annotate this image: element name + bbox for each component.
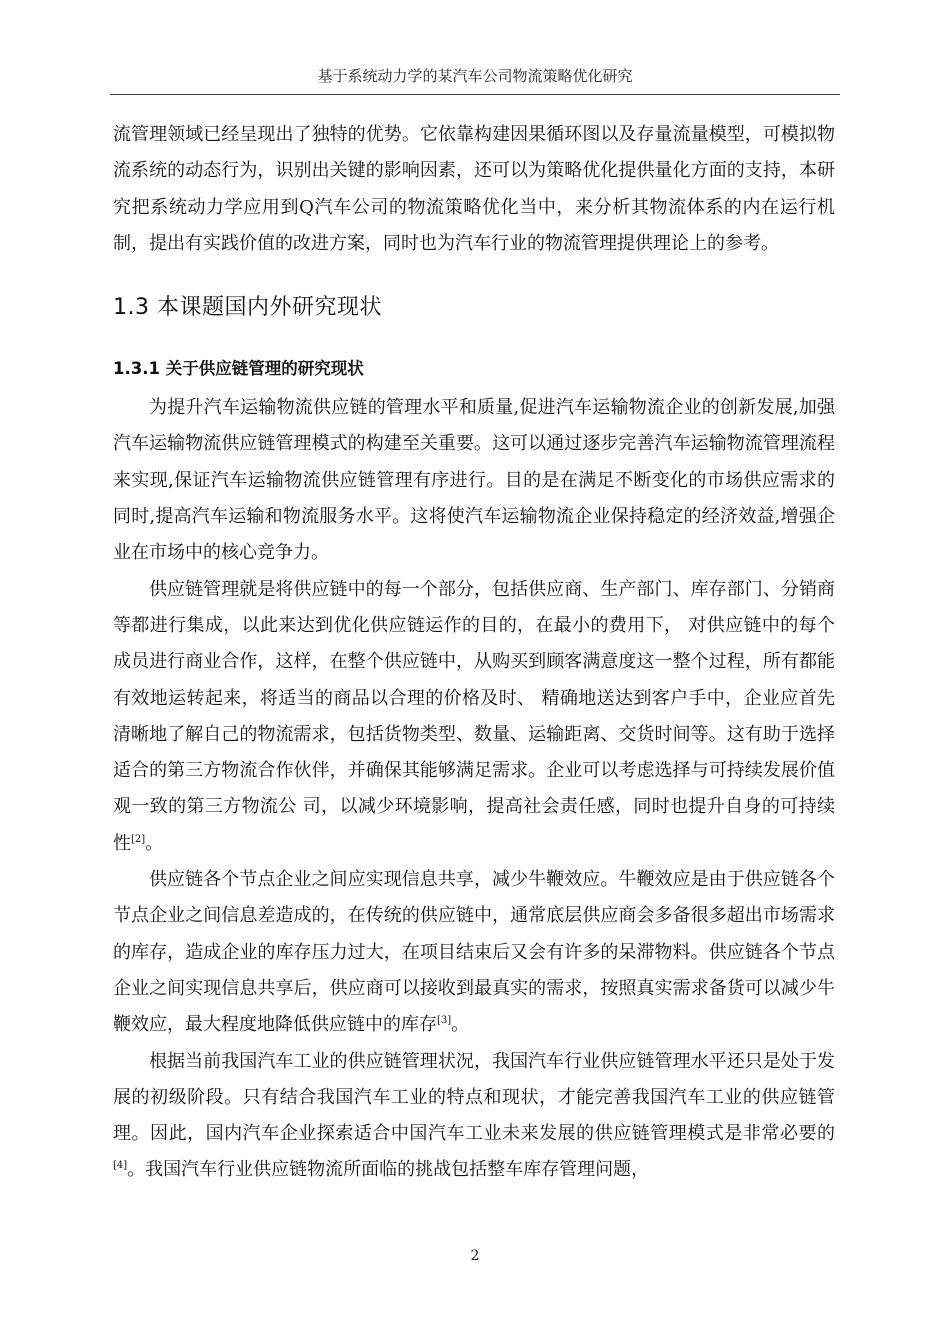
header-divider	[110, 94, 840, 95]
paragraph-3	[113, 862, 835, 1043]
page-number: 2	[470, 1248, 480, 1264]
citation-3[interactable]: [3]	[437, 1015, 452, 1027]
intro-paragraph: 流管理领域已经呈现出了独特的优势。它依靠构建因果循环图以及存量流量模型，可模拟物流系统的动态行为，识别出关键的影响因素，还可以为策略优化提供量化方面的支持，本研究把系统动力学应用到Q汽车公司的物流策略优化当中，来分析其物流体系的内在运行机制，提出有实践价值的改进方案，同时也为汽车行业的物流管理提供理论上的参考。	[113, 124, 835, 254]
paragraph-3-end: 。	[451, 1014, 470, 1036]
paragraph-3-text: 供应链各个节点企业之间应实现信息共享，减少牛鞭效应。牛鞭效应是由于供应链各个节点企业之间信息差造成的，在传统的供应链中，通常底层供应商会多备很多超出市场需求的库存，造成企业的库存压力过大，在项目结束后又会有许多的呆滞物料。供应链各个节点企业之间实现信息共享后，供应商可以接收到最真实的需求，按照真实需求备货可以减少牛鞭效应，最大程度地降低供应链中的库存	[113, 869, 835, 1036]
running-header: 基于系统动力学的某汽车公司物流策略优化研究	[317, 67, 633, 85]
paragraph-2-end: 。	[145, 832, 164, 854]
citation-2[interactable]: [2]	[131, 833, 146, 845]
paragraph-4-text: 根据当前我国汽车工业的供应链管理状况，我国汽车行业供应链管理水平还只是处于发展的初级阶段。只有结合我国汽车工业的特点和现状，才能完善我国汽车工业的供应链管理。因此，国内汽车企业探索适合中国汽车工业未来发展的供应链管理模式是非常必要的	[113, 1050, 835, 1145]
paragraph-1: 为提升汽车运输物流供应链的管理水平和质量,促进汽车运输物流企业的创新发展,加强汽车运输物流供应链管理模式的构建至关重要。这可以通过逐步完善汽车运输物流管理流程来实现,保证汽车运输物流供应链管理有序进行。目的是在满足不断变化的市场供应需求的同时,提高汽车运输和物流服务水平。这将使汽车运输物流企业保持稳定的经济效益,增强企业在市场中的核心竞争力。	[113, 397, 835, 564]
section-heading: 1.3 本课题国内外研究现状	[113, 295, 382, 321]
paragraph-4-end: 。我国汽车行业供应链物流所面临的挑战包括整车库存管理问题，	[127, 1159, 650, 1181]
subsection-heading: 1.3.1 关于供应链管理的研究现状	[113, 359, 364, 379]
paragraph-2-text: 供应链管理就是将供应链中的每一个部分，包括供应商、生产部门、库存部门、分销商等都进行集成，以此来达到优化供应链运作的目的，在最小的费用下， 对供应链中的每个成员进行商业合作，这样，在整个供应链中，从购买到顾客满意度这一整个过程，所有都能有效地运转起来，将适当的商品以合理的价格及时、 精确地送达到客户手中，企业应首先清晰地了解自己的物流需求，包括货物类型、数量、运输距离、交货时间等。这有助于选择适合的第三方物流合作伙伴，并确保其能够满足需求。企业可以考虑选择与可持续发展价值观一致的第三方物流公 司，以减少环境影响，提高社会责任感，同时也提升自身的可持续性	[113, 578, 835, 854]
page-body	[113, 117, 835, 1189]
citation-4[interactable]: [4]	[113, 1160, 128, 1172]
paragraph-2	[113, 572, 835, 862]
paragraph-4	[113, 1044, 835, 1189]
